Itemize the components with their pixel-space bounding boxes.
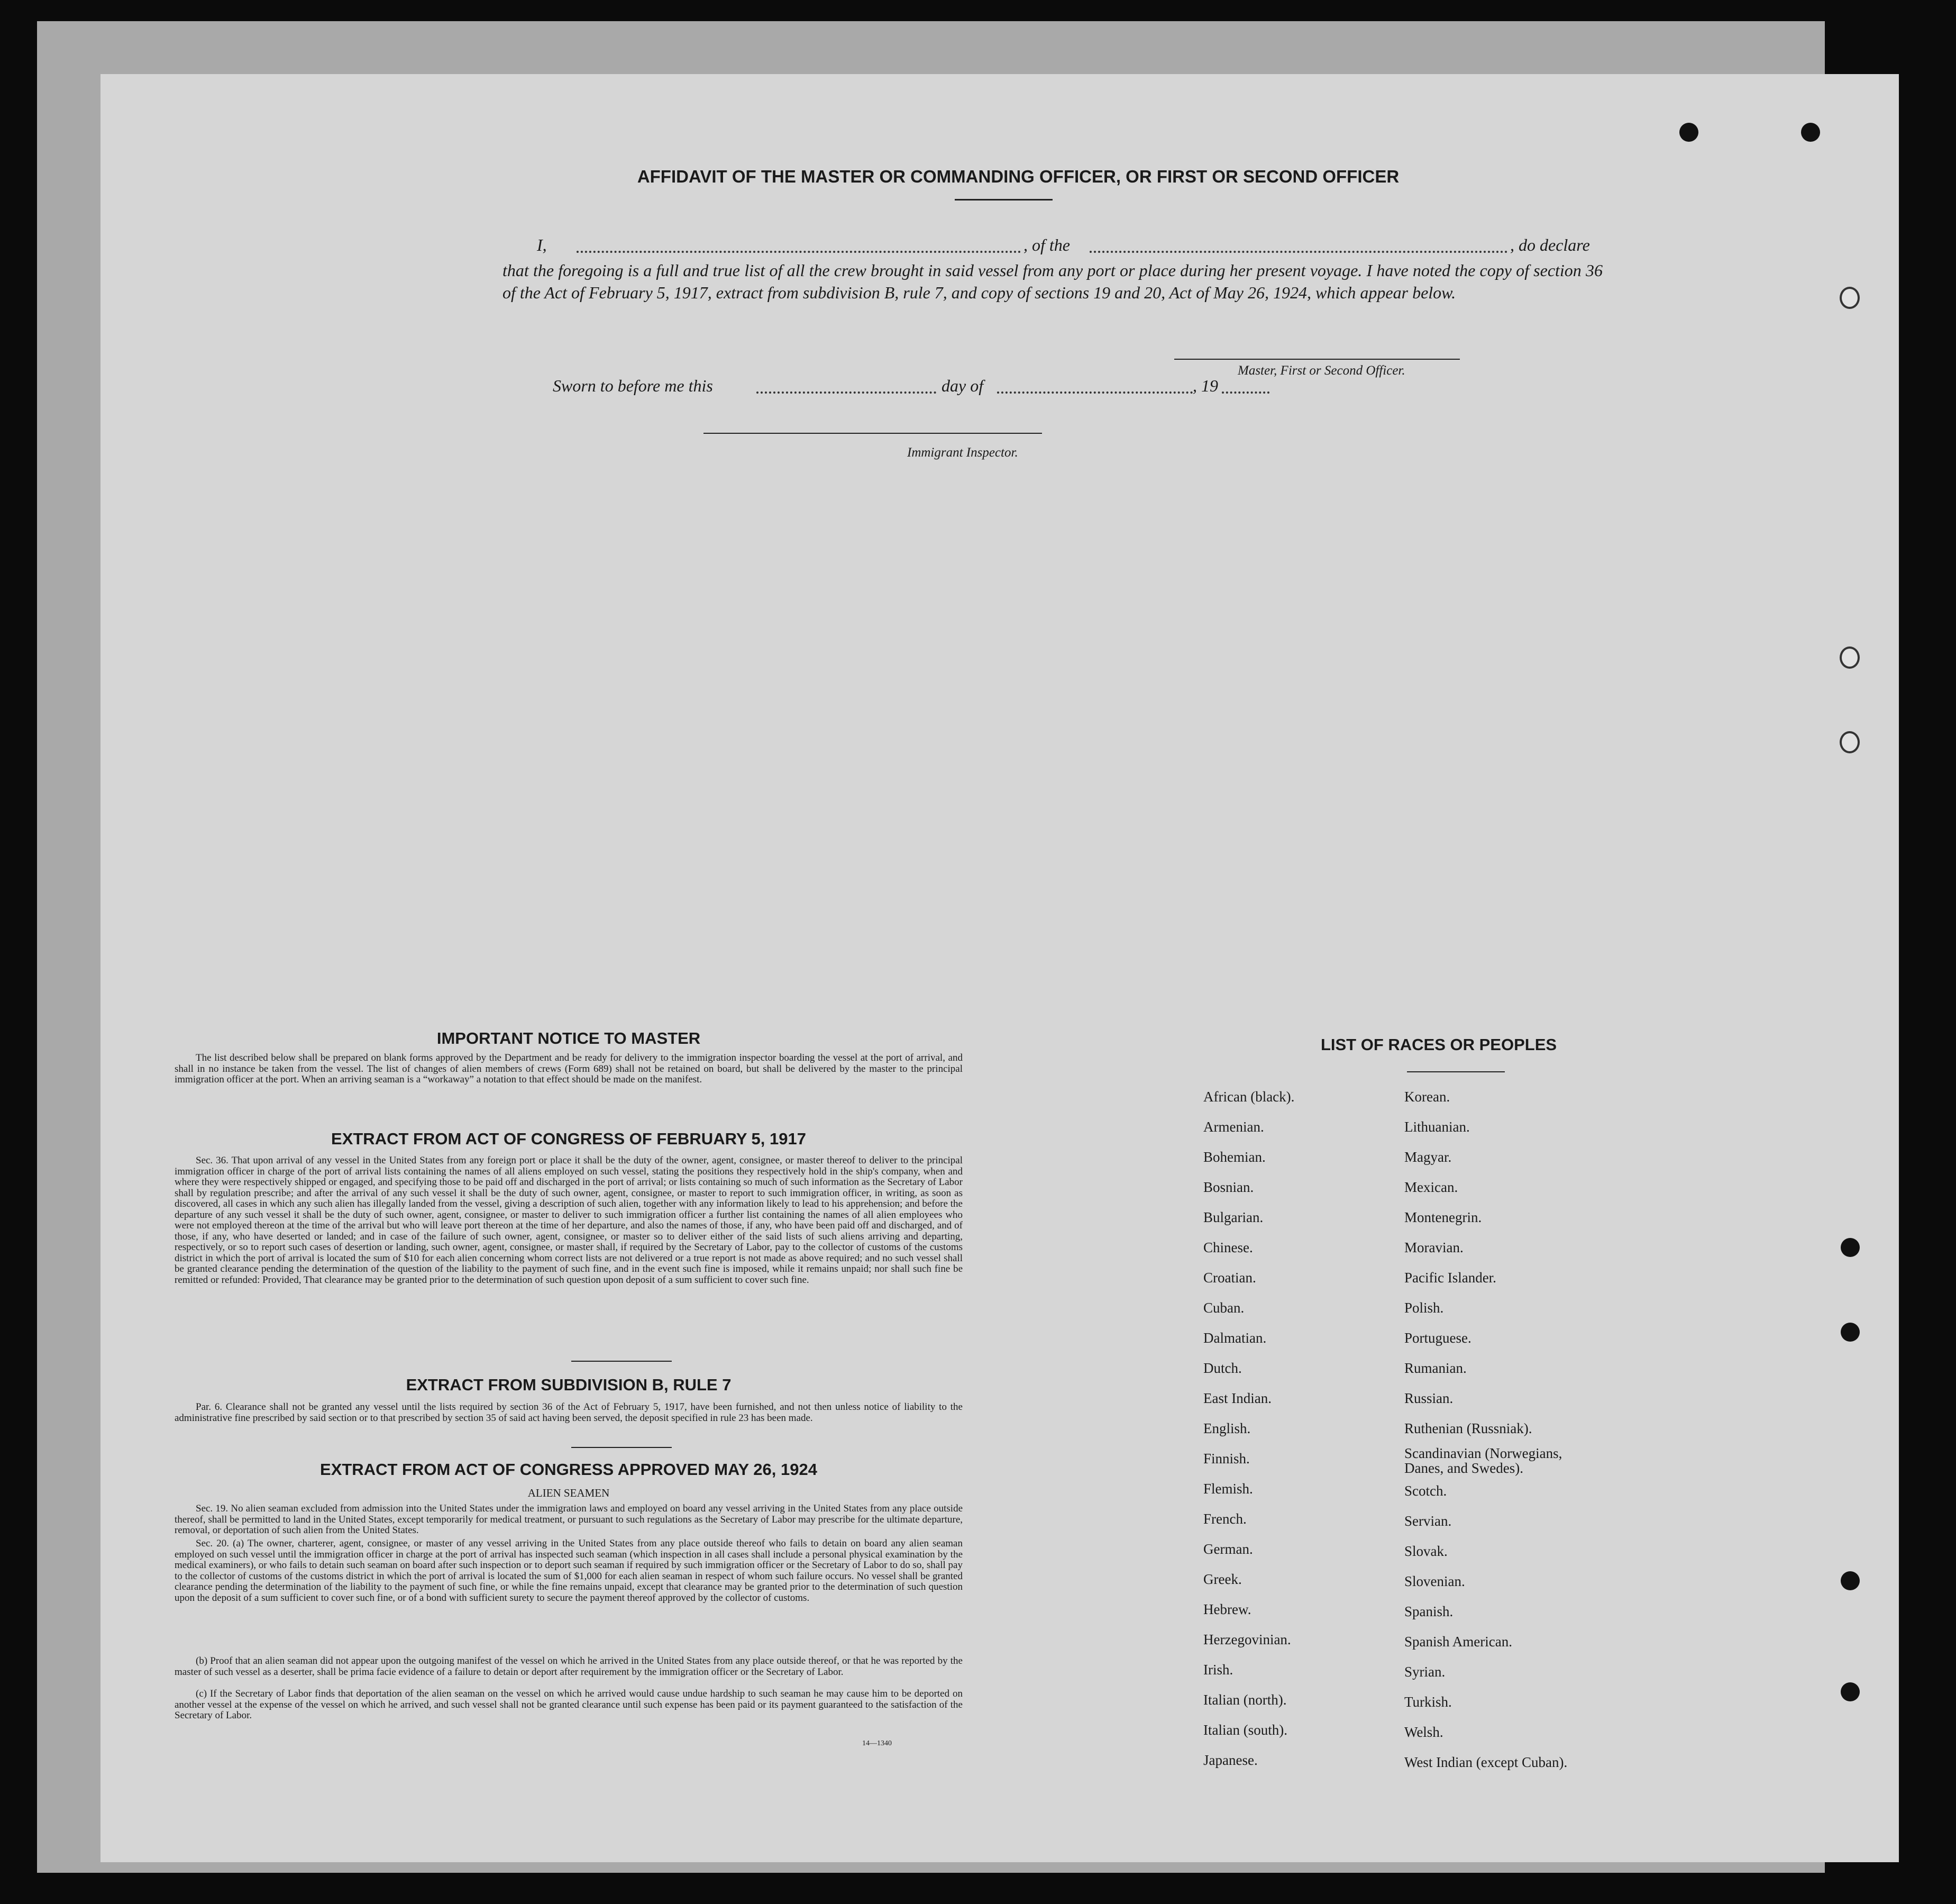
race-item: Hebrew. <box>1203 1601 1251 1617</box>
race-item: Greek. <box>1203 1571 1242 1587</box>
inspector-caption: Immigrant Inspector. <box>907 445 1018 460</box>
races-list-left <box>1203 1082 1294 1775</box>
race-item: Polish. <box>1404 1300 1444 1316</box>
notice-title: IMPORTANT NOTICE TO MASTER <box>436 1029 701 1047</box>
vessel-name-field[interactable] <box>1090 250 1507 253</box>
race-item: Pacific Islander. <box>1404 1270 1496 1286</box>
race-item: Mexican. <box>1404 1179 1458 1195</box>
sworn-month-field[interactable] <box>997 390 1193 394</box>
races-list-right <box>1404 1082 1595 1778</box>
race-item: Lithuanian. <box>1404 1119 1470 1135</box>
race-item: Irish. <box>1203 1662 1233 1678</box>
race-item: Armenian. <box>1203 1119 1264 1135</box>
section-divider <box>571 1447 672 1448</box>
race-item: Japanese. <box>1203 1752 1258 1768</box>
race-item: African (black). <box>1203 1089 1295 1105</box>
race-item: Spanish. <box>1404 1604 1454 1619</box>
binder-ring-hole <box>1840 731 1860 753</box>
race-item: Flemish. <box>1203 1481 1253 1497</box>
race-item: Italian (south). <box>1203 1722 1287 1738</box>
race-item: Korean. <box>1404 1089 1450 1105</box>
declare-label: , do declare <box>1510 235 1590 254</box>
binder-hole <box>1841 1323 1860 1342</box>
rule7-title: EXTRACT FROM SUBDIVISION B, RULE 7 <box>406 1375 732 1394</box>
sworn-year-field[interactable] <box>1222 390 1269 394</box>
race-item: Russian. <box>1404 1390 1454 1406</box>
race-item: Scotch. <box>1404 1483 1447 1499</box>
extract-1924-sec20c: (c) If the Secretary of Labor finds that deportation of the alien seaman on the vessel on which he arrived would cause undue hardship to such seaman he may cause him to be deported on another vessel at the expense of the vessel on which he arrived, and such vessel shall not be granted clearance until such expense has been paid or its payment guaranteed to the satisfaction of the Secretary of Labor. <box>175 1688 963 1721</box>
race-item: Turkish. <box>1404 1694 1452 1710</box>
race-item: East Indian. <box>1203 1390 1272 1406</box>
race-item: Welsh. <box>1404 1724 1443 1740</box>
sworn-day-field[interactable] <box>756 390 936 394</box>
binder-hole <box>1801 123 1820 142</box>
affidavit-title: AFFIDAVIT OF THE MASTER OR COMMANDING OFFICER, OR FIRST OR SECOND OFFICER <box>637 167 1400 186</box>
declarant-name-field[interactable] <box>577 250 1021 253</box>
race-item: West Indian (except Cuban). <box>1404 1754 1568 1770</box>
race-item: Ruthenian (Russniak). <box>1404 1420 1532 1436</box>
binder-hole <box>1679 123 1698 142</box>
race-item: Spanish American. <box>1404 1634 1512 1650</box>
extract-1924-title: EXTRACT FROM ACT OF CONGRESS APPROVED MAY 26, 1924 <box>320 1460 817 1479</box>
race-item: Dalmatian. <box>1203 1330 1267 1346</box>
inspector-signature-line[interactable] <box>703 433 1042 434</box>
race-item: Finnish. <box>1203 1451 1250 1466</box>
year-label: , 19 <box>1193 376 1218 395</box>
race-item: Bulgarian. <box>1203 1209 1264 1225</box>
signature-caption: Master, First or Second Officer. <box>1238 363 1405 378</box>
race-item: Rumanian. <box>1404 1360 1467 1376</box>
race-item: Syrian. <box>1404 1664 1446 1680</box>
race-item: Chinese. <box>1203 1240 1253 1255</box>
race-item: Italian (north). <box>1203 1692 1287 1708</box>
extract-1924-subtitle: ALIEN SEAMEN <box>527 1487 610 1499</box>
race-item: Croatian. <box>1203 1270 1256 1286</box>
race-item: Servian. <box>1404 1513 1452 1529</box>
extract-1917-body: Sec. 36. That upon arrival of any vessel in the United States from any foreign port or place it shall be the duty of the owner, agent, consignee, or master thereof to deliver to the principal immigration officer in charge of the port of arrival lists containing the names of all aliens employed on such vessel, stating the positions they respectively hold in the ship's company, when and where they were respectively shipped or engaged, and specifying those to be paid off and discharged in the port of arrival; or lists containing so much of such information as the Secretary of Labor shall by regulation prescribe; and after the arrival of any such vessel it shall be the duty of such owner, agent, consignee, or master to report to such immigration officer, in writing, as soon as discovered, all cases in which any such alien has illegally landed from the vessel, giving a description of such alien, together with any information likely to lead to his apprehension; and before the departure of any such vessel it shall be the duty of such owner, agent, consignee, or master to deliver to such immigration officer a further list containing the names of all alien employees who were not employed thereon at the time of the arrival but who will leave port thereon at the time of her departure, and also the names of those, if any, who have been paid off and discharged, and of those, if any, who have deserted or landed; and in case of the failure of such owner, agent, consignee, or master so to deliver either of the said lists of such aliens arriving and departing, respectively, or so to report such cases of desertion or landing, such owner, agent, consignee, or master shall, if required by the Secretary of Labor, pay to the collector of customs of the customs district in which the port of arrival is located the sum of $10 for each alien concerning whom correct lists are not delivered or a true report is not made as above required; and no such vessel shall be granted clearance pending the determination of the question of the liability to the payment of such fine, and in the event such fine is imposed, while it remains unpaid; nor shall such fine be remitted or refunded: Provided, That clearance may be granted prior to the determination of such question upon deposit of a sum sufficient to cover such fine. <box>175 1155 963 1286</box>
race-item: Montenegrin. <box>1404 1209 1482 1225</box>
affidavit-body: that the foregoing is a full and true list of all the crew brought in said vessel from any port or place during her present voyage. I have noted the copy of section 36 of the Act of February 5, 1917, extract from subdivision B, rule 7, and copy of sections 19 and 20, Act of May 26, 1924, which appear below. <box>502 261 1603 302</box>
race-item: Bohemian. <box>1203 1149 1266 1165</box>
day-of-label: day of <box>942 376 984 395</box>
race-item: Magyar. <box>1404 1149 1452 1165</box>
race-item: English. <box>1203 1420 1251 1436</box>
race-item: Moravian. <box>1404 1240 1464 1255</box>
race-item: Bosnian. <box>1203 1179 1254 1195</box>
form-number: 14—1340 <box>862 1739 892 1747</box>
extract-1917-title: EXTRACT FROM ACT OF CONGRESS OF FEBRUARY 5, 1917 <box>331 1129 806 1148</box>
extract-1924-sec20a: Sec. 20. (a) The owner, charterer, agent, consignee, or master of any vessel arriving in the United States from any place outside thereof who fails to detain on board any alien seaman employed on such vessel until the immigration officer in charge at the port of arrival has inspected such seaman (which inspection in all cases shall include a personal physical examination by the medical examiners), or who fails to detain such seaman on board after such inspection or to deport such seaman if required by such immigration officer or the Secretary of Labor to do so, shall pay to the collector of customs of the customs district in which the port of arrival is located the sum of $1,000 for each alien seaman in respect of whom such failure occurs. No vessel shall be granted clearance pending the determination of the liability to the payment of such fine, or while the fine remains unpaid, except that clearance may be granted prior to the determination of such question upon the deposit of a sum sufficient to cover such fine, or of a bond with sufficient surety to secure the payment thereof approved by the collector of customs. <box>175 1538 963 1604</box>
sworn-label: Sworn to before me this <box>553 376 713 395</box>
extract-1924-sec20b: (b) Proof that an alien seaman did not appear upon the outgoing manifest of the vessel on which he arrived in the United States from any place outside thereof, or that he was reported by the master of such vessel as a deserter, shall be prima facie evidence of a failure to detain or deport after requirement by the immigration officer or the Secretary of Labor. <box>175 1655 963 1678</box>
declarant-label: I, <box>537 235 547 254</box>
title-divider <box>955 199 1053 201</box>
notice-body: The list described below shall be prepared on blank forms approved by the Department and be ready for delivery to the immigration inspector boarding the vessel at the port of arrival, and shall in no instance be taken from the vessel. The list of changes of alien members of crews (Form 689) shall not be retained on board, but shall be delivered by the master to the principal immigration officer at the port. When an arriving seaman is a “workaway” a notation to that effect should be made on the manifest. <box>175 1052 963 1085</box>
race-item: Cuban. <box>1203 1300 1245 1316</box>
rule7-body: Par. 6. Clearance shall not be granted any vessel until the lists required by section 36 of the Act of February 5, 1917, have been furnished, and not then unless notice of liability to the administrative fine prescribed by said section or to that prescribed by section 35 of said act having been served, the deposit specified in rule 23 has been made. <box>175 1401 963 1424</box>
extract-1924-sec19: Sec. 19. No alien seaman excluded from admission into the United States under the immigration laws and employed on board any vessel arriving in the United States from any place outside thereof, shall be permitted to land in the United States, except temporarily for medical treatment, or pursuant to such regulations as the Secretary of Labor may prescribe for the ultimate departure, removal, or deportation of such alien from the United States. <box>175 1503 963 1536</box>
race-item: German. <box>1203 1541 1253 1557</box>
affidavit-page <box>100 74 1899 1862</box>
binder-hole <box>1841 1238 1860 1257</box>
races-title: LIST OF RACES OR PEOPLES <box>1320 1035 1557 1054</box>
race-item: Slovenian. <box>1404 1573 1465 1589</box>
race-item: Herzegovinian. <box>1203 1632 1291 1647</box>
races-divider <box>1407 1071 1505 1072</box>
race-item: Dutch. <box>1203 1360 1242 1376</box>
race-item: French. <box>1203 1511 1247 1527</box>
race-item: Portuguese. <box>1404 1330 1471 1346</box>
binder-ring-hole <box>1840 646 1860 669</box>
binder-ring-hole <box>1840 287 1860 309</box>
race-item: Slovak. <box>1404 1543 1448 1559</box>
of-the-label: , of the <box>1023 235 1070 254</box>
binder-hole <box>1841 1571 1860 1590</box>
race-item: Scandinavian (Norwegians, Danes, and Swedes). <box>1404 1445 1562 1476</box>
binder-hole <box>1841 1682 1860 1701</box>
section-divider <box>571 1361 672 1362</box>
